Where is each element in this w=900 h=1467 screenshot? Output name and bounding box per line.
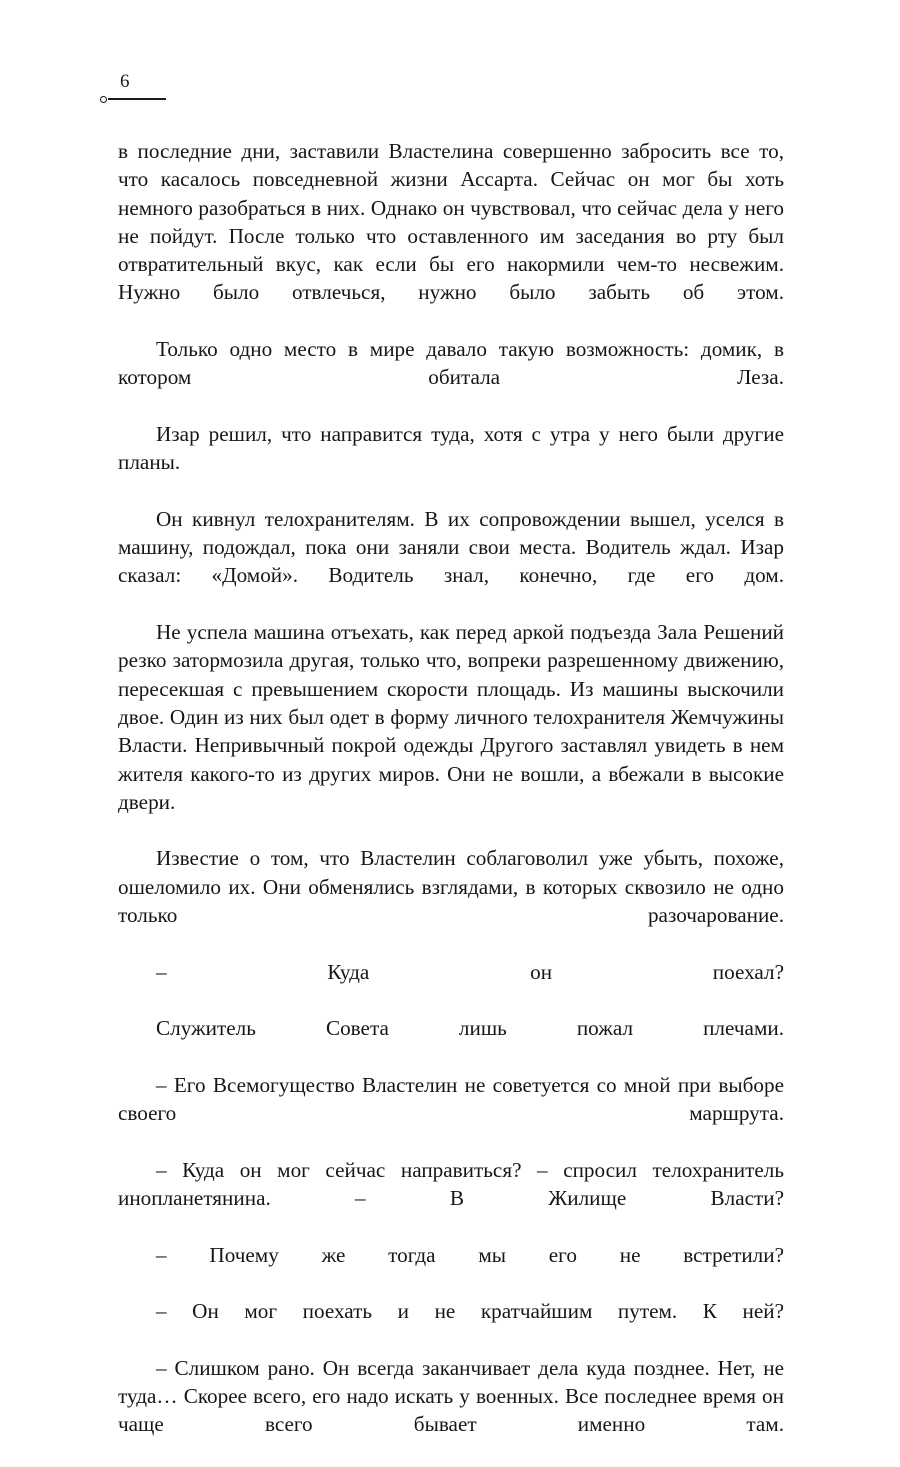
- paragraph: в последние дни, заставили Властелина совершенно забросить все то, что касалось повседневной жизни Ассарта. Сейчас он мог бы хоть немного разобраться в них. Однако он чувствовал, что сейчас дела у него не пойдут. После только что оставленного им заседания во рту был отвратительный вкус, как если бы его накормили чем-то несвежим. Нужно было отвлечься, нужно было забыть об этом.: [118, 139, 784, 305]
- body-text: [118, 137, 784, 1467]
- dialogue-line: – Куда он мог сейчас направиться? – спросил телохранитель инопланетянина. – В Жилище Власти?: [118, 1157, 784, 1210]
- paragraph: Изар решил, что направится туда, хотя с утра у него были другие планы.: [118, 421, 784, 475]
- dialogue-line: – Почему же тогда мы его не встретили?: [156, 1242, 784, 1267]
- dialogue-line: – Его Всемогущество Властелин не советуется со мной при выборе своего маршрута.: [118, 1072, 784, 1126]
- dialogue-line: – Куда он поехал?: [156, 959, 784, 984]
- paragraph: Он кивнул телохранителям. В их сопровождении вышел, уселся в машину, подождал, пока они заняли свои места. Водитель ждал. Изар сказал: «Домой». Водитель знал, конечно, где его дом.: [118, 506, 784, 588]
- page-number: 6: [120, 71, 130, 92]
- paragraph: Служитель Совета лишь пожал плечами.: [156, 1016, 784, 1041]
- horizontal-rule-icon: [108, 98, 166, 100]
- paragraph: Известие о том, что Властелин соблаговолил уже убыть, похоже, ошеломило их. Они обменялись взглядами, в которых сквозило не одно только разочарование.: [118, 846, 784, 928]
- circle-ornament-icon: [100, 96, 107, 103]
- header-ornament: [100, 94, 172, 106]
- running-head: [100, 72, 800, 112]
- dialogue-line: – Слишком рано. Он всегда заканчивает дела куда позднее. Нет, не туда… Скорее всего, его надо искать у военных. Все последнее время он чаще всего бывает именно там.: [118, 1355, 784, 1437]
- paragraph: Только одно место в мире давало такую возможность: домик, в котором обитала Леза.: [118, 337, 784, 390]
- dialogue-line: – Он мог поехать и не кратчайшим путем. К ней?: [156, 1299, 784, 1324]
- paragraph: Не успела машина отъехать, как перед аркой подъезда Зала Решений резко затормозила другая, только что, вопреки разрешенному движению, пересекшая с превышением скорости площадь. Из машины выскочили двое. Один из них был одет в форму личного телохранителя Жемчужины Власти. Непривычный покрой одежды Другого заставлял увидеть в нем жителя какого-то из других миров. Они не вошли, а вбежали в высокие двери.: [118, 620, 784, 814]
